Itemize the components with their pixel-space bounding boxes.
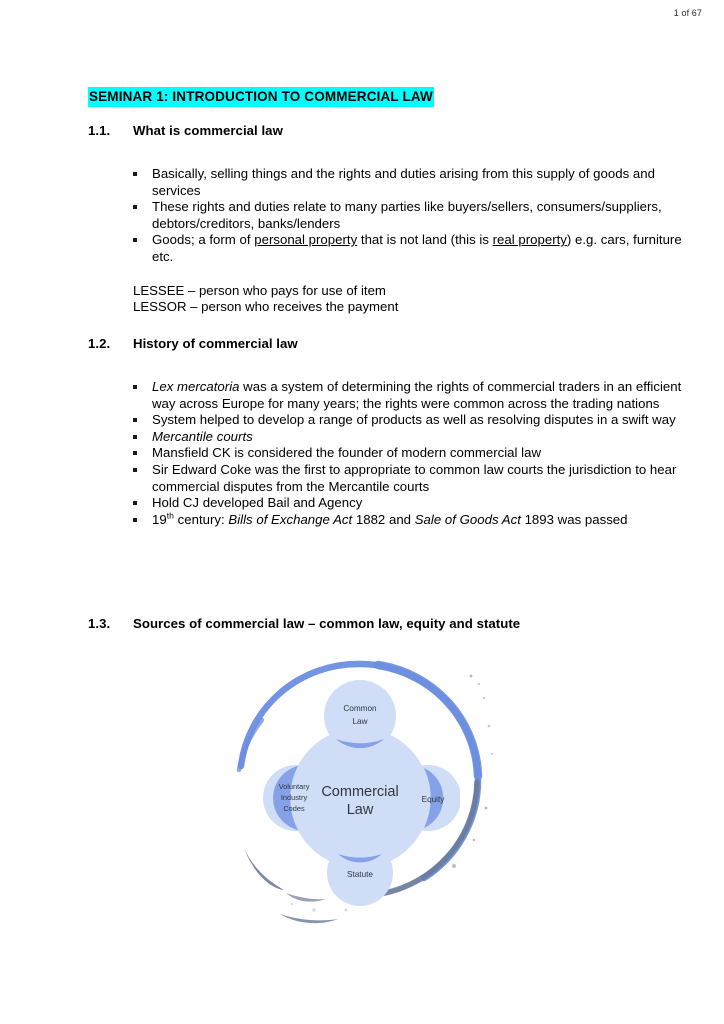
list-item: 19th century: Bills of Exchange Act 1882 and Sale of Goods Act 1893 was passed — [88, 512, 688, 529]
term-real-property: real property — [492, 232, 567, 248]
node-statute-label — [347, 870, 373, 879]
section-1-1-heading — [88, 122, 688, 140]
term-sale-of-goods-act: Sale of Goods Act — [414, 511, 521, 527]
list-item: System helped to develop a range of products as well as resolving disputes in a swift way — [88, 412, 688, 429]
page-title: SEMINAR 1: INTRODUCTION TO COMMERCIAL LAW — [88, 87, 434, 107]
section-1-3 — [88, 615, 688, 633]
page-number: 1 of 67 — [673, 8, 702, 18]
list-item: Basically, selling things and the rights and duties arising from this supply of goods and services — [88, 166, 688, 199]
term-mercantile-courts: Mercantile courts — [152, 428, 253, 444]
term-personal-property: personal property — [254, 232, 358, 248]
svg-text:Codes: Codes — [283, 804, 305, 813]
list-item: Mansfield CK is considered the founder of modern commercial law — [88, 445, 688, 462]
section-1-3-number: 1.3. — [88, 616, 111, 631]
section-1-3-title: Sources of commercial law – common law, equity and statute — [133, 616, 521, 631]
commercial-law-sources-diagram — [228, 658, 496, 930]
section-1-2 — [88, 335, 688, 528]
section-1-2-heading — [88, 335, 688, 353]
section-1-1-number: 1.1. — [88, 123, 111, 138]
list-item: Sir Edward Coke was the first to appropriate to common law courts the jurisdiction to hear commercial disputes from the Mercantile courts — [88, 462, 688, 495]
list-item: Hold CJ developed Bail and Agency — [88, 495, 688, 512]
note-lessor: LESSOR – person who receives the payment — [133, 299, 399, 315]
section-1-2-number: 1.2. — [88, 336, 111, 351]
section-1-1-bullet-list — [88, 166, 688, 266]
svg-text:Voluntary: Voluntary — [278, 782, 310, 791]
section-1-2-title: History of commercial law — [133, 336, 298, 351]
ordinal-suffix: th — [166, 510, 174, 521]
term-lex-mercatoria: Lex mercatoria — [152, 379, 240, 394]
lessee-lessor-notes — [88, 283, 688, 317]
document-title-container — [88, 87, 434, 107]
note-lessee: LESSEE – person who pays for use of item — [133, 282, 386, 298]
svg-text:Industry: Industry — [280, 793, 308, 802]
svg-text:Equity: Equity — [421, 795, 445, 804]
svg-text:Statute: Statute — [347, 870, 373, 879]
svg-text:Common: Common — [343, 704, 377, 713]
svg-text:Law: Law — [346, 802, 374, 818]
section-1-3-heading — [88, 615, 688, 633]
svg-text:Law: Law — [352, 717, 368, 726]
section-1-2-bullet-list — [88, 379, 688, 528]
svg-text:Commercial: Commercial — [321, 784, 399, 800]
section-1-1-title: What is commercial law — [133, 123, 283, 138]
section-1-1 — [88, 122, 688, 316]
term-bills-of-exchange-act: Bills of Exchange Act — [228, 511, 353, 527]
node-equity-label — [422, 795, 446, 804]
list-item: Goods; a form of personal property that is not land (this is real property) e.g. cars, furniture etc. — [88, 232, 688, 265]
list-item — [88, 429, 688, 446]
list-item: These rights and duties relate to many parties like buyers/sellers, consumers/suppliers, debtors/creditors, banks/lenders — [88, 199, 688, 232]
list-item: Lex mercatoria was a system of determining the rights of commercial traders in an efficient way across Europe for many years; the rights were common across the trading nations — [88, 379, 688, 412]
